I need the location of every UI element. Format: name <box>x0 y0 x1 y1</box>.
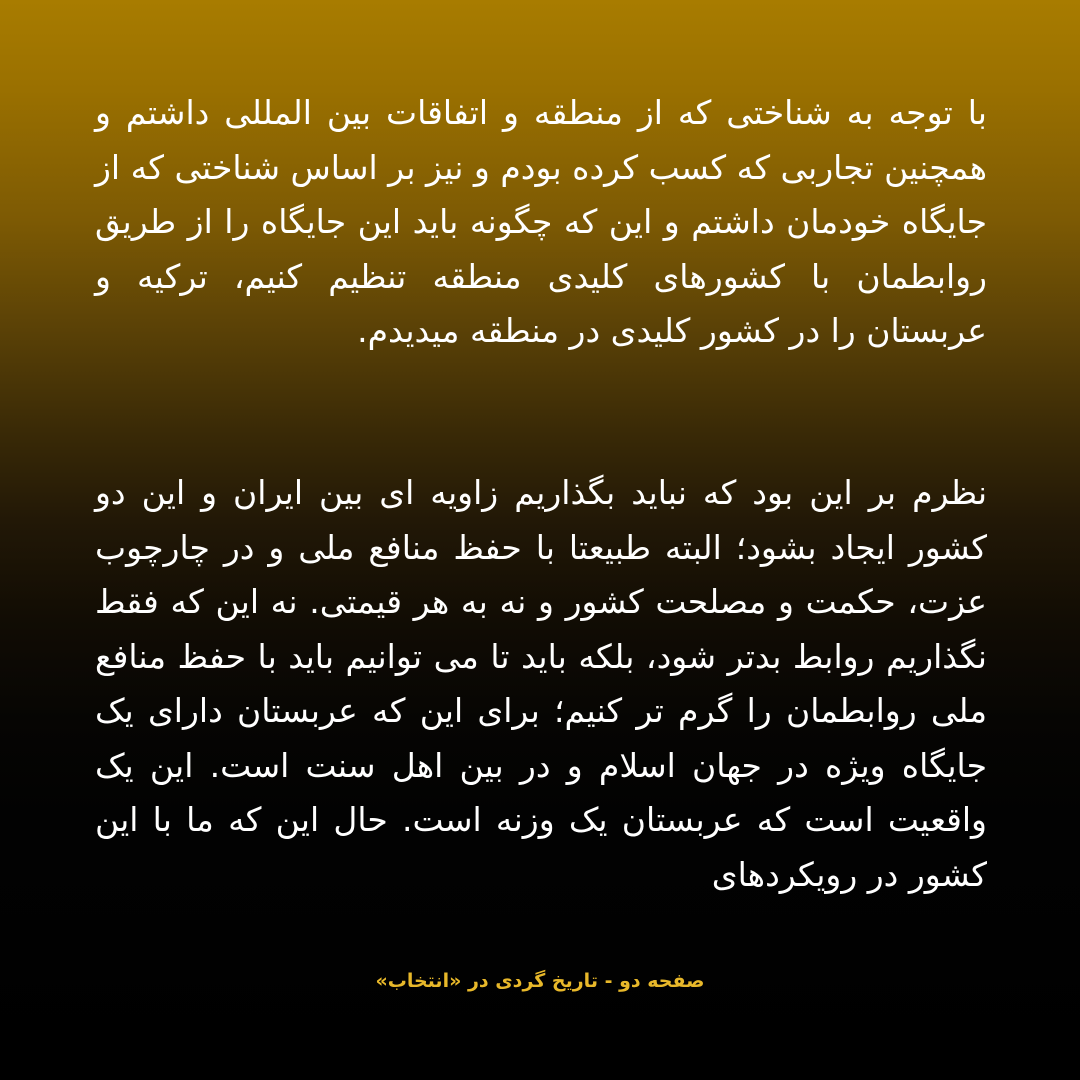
paragraph-2: نظرم بر این بود که نباید بگذاریم زاویه ای بین ایران و این دو کشور ایجاد بشود؛ البته طبیعتا با حفظ منافع ملی و در چارچوب عزت، حکمت و مصلحت کشور و نه به هر قیمتی. نه این که فقط نگذاریم روابط بدتر شود، بلکه باید تا می توانیم باید با حفظ منافع ملی روابطمان را گرم تر کنیم؛ برای این که عربستان دارای یک جایگاه ویژه در جهان اسلام و در بین اهل سنت است. این یک واقعیت است که عربستان یک وزنه است. حال این که ما با این کشور در رویکردهای <box>95 473 987 894</box>
paragraph-1: با توجه به شناختی که از منطقه و اتفاقات بین المللی داشتم و همچنین تجاربی که کسب کرده بودم و نیز بر اساس شناختی که از جایگاه خودمان داشتم و این که چگونه باید این جایگاه را از طریق روابطمان با کشورهای کلیدی منطقه تنظیم کنیم، ترکیه و عربستان را در کشور کلیدی در منطقه میدیدم. <box>95 93 987 350</box>
page-caption: صفحه دو - تاریخ گردی در «انتخاب» <box>375 970 705 992</box>
